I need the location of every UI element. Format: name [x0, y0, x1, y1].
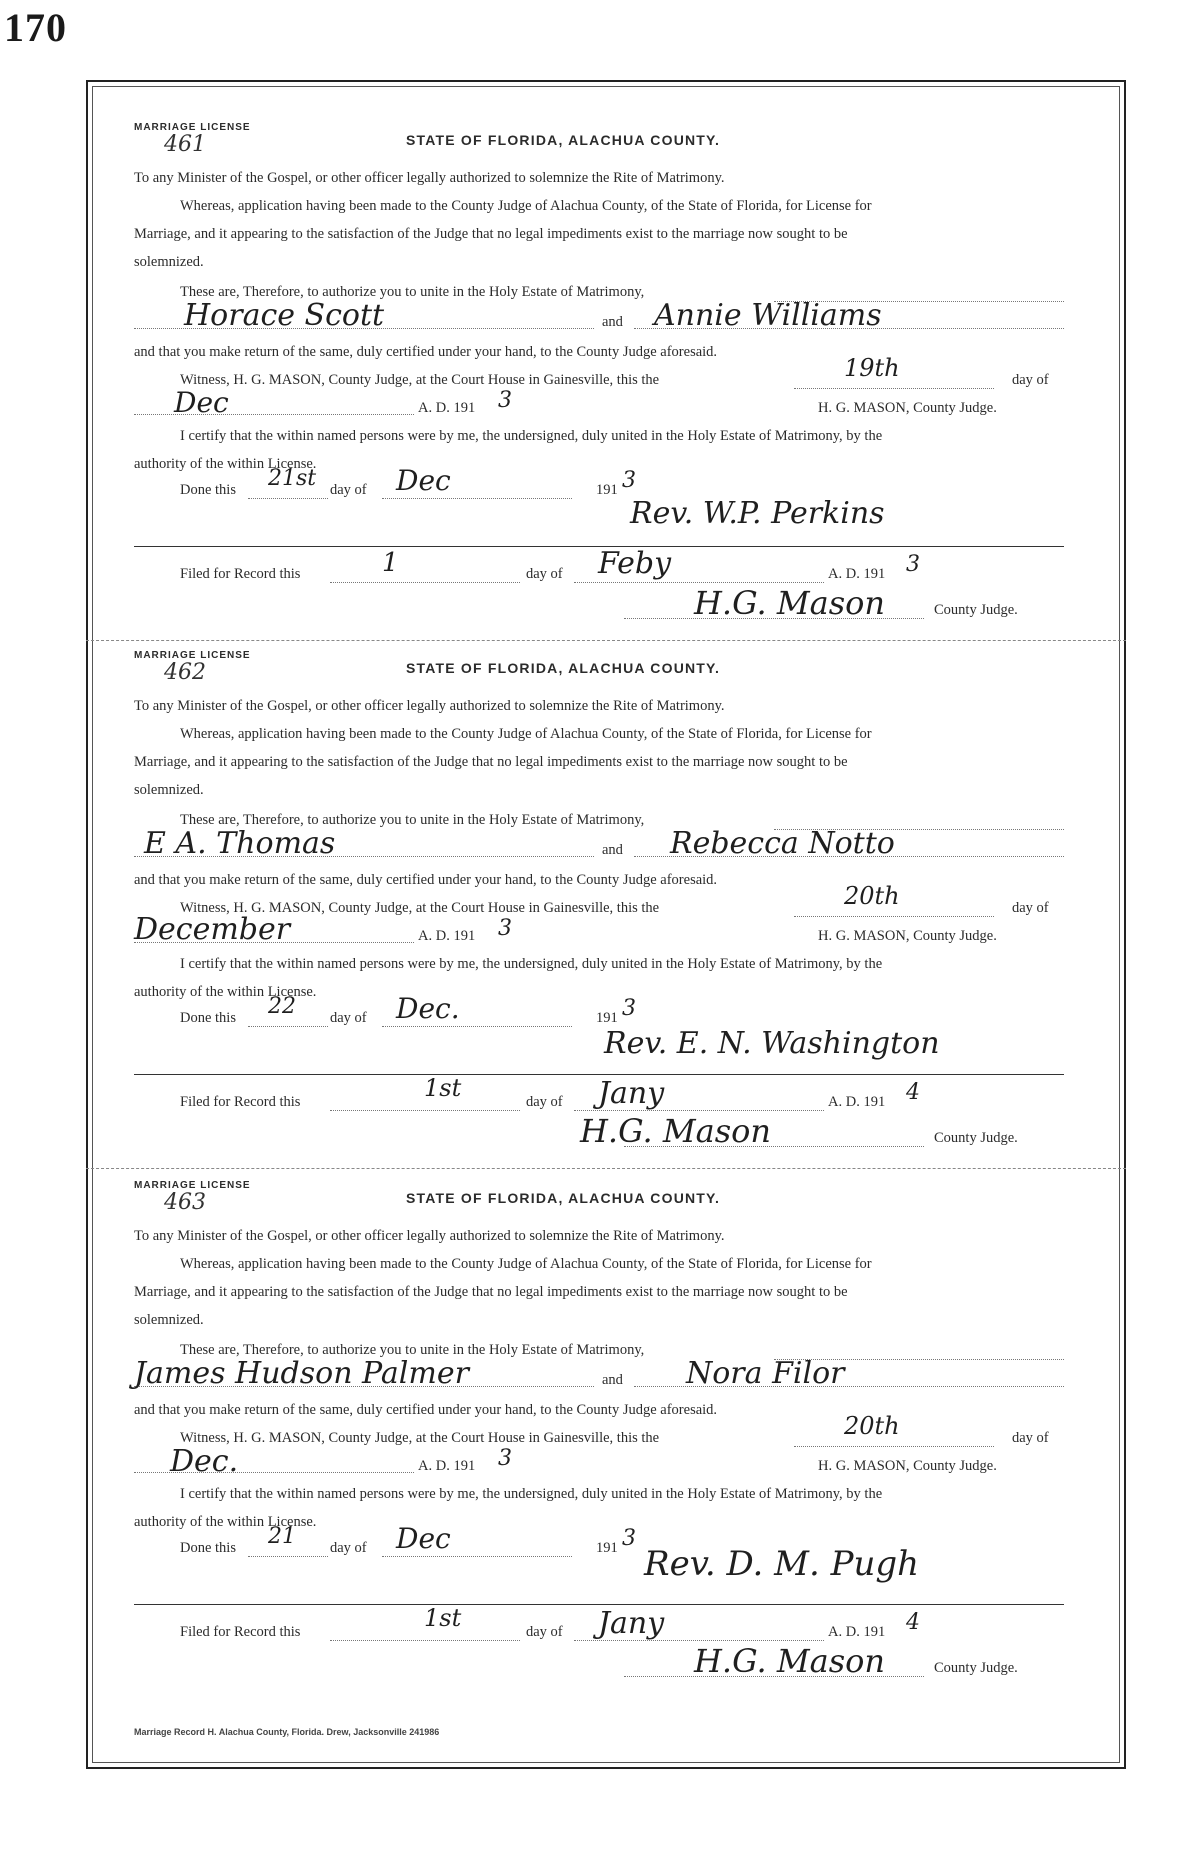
county-judge-label: County Judge.	[934, 1660, 1018, 1676]
ad-label: A. D. 191	[418, 928, 476, 944]
ad-label: A. D. 191	[828, 1094, 886, 1110]
printer-imprint: Marriage Record H. Alachua County, Florida. Drew, Jacksonville 241986	[134, 1727, 440, 1737]
ad-label: A. D. 191	[828, 566, 886, 582]
witness-text: Witness, H. G. MASON, County Judge, at the Court House in Gainesville, this the	[180, 372, 660, 388]
witness-year: 3	[498, 1446, 512, 1471]
witness-month: Dec.	[170, 1444, 239, 1479]
day-of-label: day of	[330, 1010, 367, 1026]
whereas-text: Whereas, application having been made to the County Judge of Alachua County, of the State of Florida, for License for	[180, 726, 872, 742]
judge-signature: H.G. Mason	[694, 1642, 885, 1680]
certify-text: authority of the within License.	[134, 456, 317, 472]
day-of-label: day of	[526, 1094, 563, 1110]
ad-label: A. D. 191	[418, 400, 476, 416]
ad-label: A. D. 191	[418, 1458, 476, 1474]
groom-name: James Hudson Palmer	[134, 1356, 469, 1391]
day-of-label: day of	[1012, 1430, 1049, 1446]
filed-month: Feby	[598, 546, 672, 581]
authorize-text: These are, Therefore, to authorize you to unite in the Holy Estate of Matrimony,	[180, 1342, 645, 1358]
bride-name: Annie Williams	[654, 298, 882, 333]
bride-name: Nora Filor	[686, 1356, 845, 1391]
page-number: 170	[4, 5, 67, 50]
whereas-text: Marriage, and it appearing to the satisfaction of the Judge that no legal impediments exist to the marriage now sought to be	[134, 754, 848, 770]
whereas-text: solemnized.	[134, 1312, 204, 1328]
day-of-label: day of	[1012, 372, 1049, 388]
county-judge-printed: H. G. MASON, County Judge.	[818, 928, 997, 944]
state-heading: STATE OF FLORIDA, ALACHUA COUNTY.	[406, 660, 721, 676]
and-label: and	[602, 314, 623, 330]
state-heading: STATE OF FLORIDA, ALACHUA COUNTY.	[406, 1190, 721, 1206]
done-month: Dec	[396, 1522, 451, 1555]
witness-day: 20th	[844, 1412, 900, 1440]
day-of-label: day of	[330, 1540, 367, 1556]
done-this-label: Done this	[180, 482, 236, 498]
filed-month: Jany	[598, 1076, 665, 1111]
filed-day: 1st	[424, 1604, 462, 1632]
whereas-text: solemnized.	[134, 254, 204, 270]
witness-year: 3	[498, 388, 512, 413]
done-this-label: Done this	[180, 1540, 236, 1556]
return-text: and that you make return of the same, duly certified under your hand, to the County Judge aforesaid.	[134, 872, 718, 888]
day-of-label: day of	[330, 482, 367, 498]
officiant-signature: Rev. D. M. Pugh	[644, 1544, 920, 1584]
done-day: 22	[268, 994, 296, 1019]
year-label: 191	[596, 482, 618, 498]
filed-month: Jany	[598, 1606, 665, 1641]
filed-label: Filed for Record this	[180, 1624, 301, 1640]
done-year: 3	[622, 1526, 636, 1551]
filed-year: 4	[906, 1080, 920, 1105]
done-day: 21	[268, 1524, 296, 1549]
minister-address: To any Minister of the Gospel, or other officer legally authorized to solemnize the Rite of Matrimony.	[134, 170, 725, 186]
license-number: 461	[164, 132, 206, 157]
county-judge-printed: H. G. MASON, County Judge.	[818, 400, 997, 416]
day-of-label: day of	[526, 1624, 563, 1640]
county-judge-label: County Judge.	[934, 602, 1018, 618]
certify-text: I certify that the within named persons were by me, the undersigned, duly united in the Holy Estate of Matrimony, by the	[180, 956, 883, 972]
return-text: and that you make return of the same, duly certified under your hand, to the County Judge aforesaid.	[134, 344, 718, 360]
whereas-text: Marriage, and it appearing to the satisfaction of the Judge that no legal impediments exist to the marriage now sought to be	[134, 226, 848, 242]
section-divider	[86, 640, 1126, 641]
and-label: and	[602, 1372, 623, 1388]
witness-year: 3	[498, 916, 512, 941]
whereas-text: Whereas, application having been made to the County Judge of Alachua County, of the State of Florida, for License for	[180, 198, 872, 214]
done-month: Dec.	[396, 992, 460, 1025]
certify-text: authority of the within License.	[134, 984, 317, 1000]
certify-text: I certify that the within named persons were by me, the undersigned, duly united in the Holy Estate of Matrimony, by the	[180, 428, 883, 444]
marriage-license-461	[134, 118, 1064, 638]
done-year: 3	[622, 468, 636, 493]
license-label: MARRIAGE LICENSE	[134, 122, 251, 133]
year-label: 191	[596, 1540, 618, 1556]
year-label: 191	[596, 1010, 618, 1026]
filed-day: 1st	[424, 1074, 462, 1102]
certify-text: authority of the within License.	[134, 1514, 317, 1530]
county-judge-label: County Judge.	[934, 1130, 1018, 1146]
witness-month: December	[134, 912, 291, 947]
officiant-signature: Rev. W.P. Perkins	[630, 496, 885, 531]
filed-day: 1	[382, 548, 399, 578]
authorize-text: These are, Therefore, to authorize you to unite in the Holy Estate of Matrimony,	[180, 812, 645, 828]
state-heading: STATE OF FLORIDA, ALACHUA COUNTY.	[406, 132, 721, 148]
day-of-label: day of	[526, 566, 563, 582]
witness-month: Dec	[174, 386, 229, 419]
county-judge-printed: H. G. MASON, County Judge.	[818, 1458, 997, 1474]
done-this-label: Done this	[180, 1010, 236, 1026]
witness-day: 20th	[844, 882, 900, 910]
groom-name: Horace Scott	[184, 298, 385, 333]
witness-day: 19th	[844, 354, 900, 382]
done-month: Dec	[396, 464, 451, 497]
day-of-label: day of	[1012, 900, 1049, 916]
minister-address: To any Minister of the Gospel, or other officer legally authorized to solemnize the Rite of Matrimony.	[134, 698, 725, 714]
marriage-license-463	[134, 1176, 1064, 1696]
filed-label: Filed for Record this	[180, 566, 301, 582]
witness-text: Witness, H. G. MASON, County Judge, at the Court House in Gainesville, this the	[180, 1430, 660, 1446]
section-divider	[86, 1168, 1126, 1169]
witness-text: Witness, H. G. MASON, County Judge, at the Court House in Gainesville, this the	[180, 900, 660, 916]
minister-address: To any Minister of the Gospel, or other officer legally authorized to solemnize the Rite of Matrimony.	[134, 1228, 725, 1244]
judge-signature: H.G. Mason	[694, 584, 885, 622]
authorize-text: These are, Therefore, to authorize you to unite in the Holy Estate of Matrimony,	[180, 284, 645, 300]
filed-label: Filed for Record this	[180, 1094, 301, 1110]
license-label: MARRIAGE LICENSE	[134, 1180, 251, 1191]
marriage-license-462	[134, 646, 1064, 1166]
officiant-signature: Rev. E. N. Washington	[604, 1026, 940, 1061]
ad-label: A. D. 191	[828, 1624, 886, 1640]
filed-year: 4	[906, 1610, 920, 1635]
license-number: 463	[164, 1190, 206, 1215]
certify-text: I certify that the within named persons were by me, the undersigned, duly united in the Holy Estate of Matrimony, by the	[180, 1486, 883, 1502]
return-text: and that you make return of the same, duly certified under your hand, to the County Judge aforesaid.	[134, 1402, 718, 1418]
whereas-text: solemnized.	[134, 782, 204, 798]
bride-name: Rebecca Notto	[670, 826, 895, 861]
groom-name: E A. Thomas	[144, 826, 336, 861]
and-label: and	[602, 842, 623, 858]
license-label: MARRIAGE LICENSE	[134, 650, 251, 661]
judge-signature: H.G. Mason	[580, 1112, 771, 1150]
license-number: 462	[164, 660, 206, 685]
whereas-text: Whereas, application having been made to the County Judge of Alachua County, of the State of Florida, for License for	[180, 1256, 872, 1272]
done-year: 3	[622, 996, 636, 1021]
filed-year: 3	[906, 552, 920, 577]
done-day: 21st	[268, 466, 317, 491]
whereas-text: Marriage, and it appearing to the satisfaction of the Judge that no legal impediments exist to the marriage now sought to be	[134, 1284, 848, 1300]
